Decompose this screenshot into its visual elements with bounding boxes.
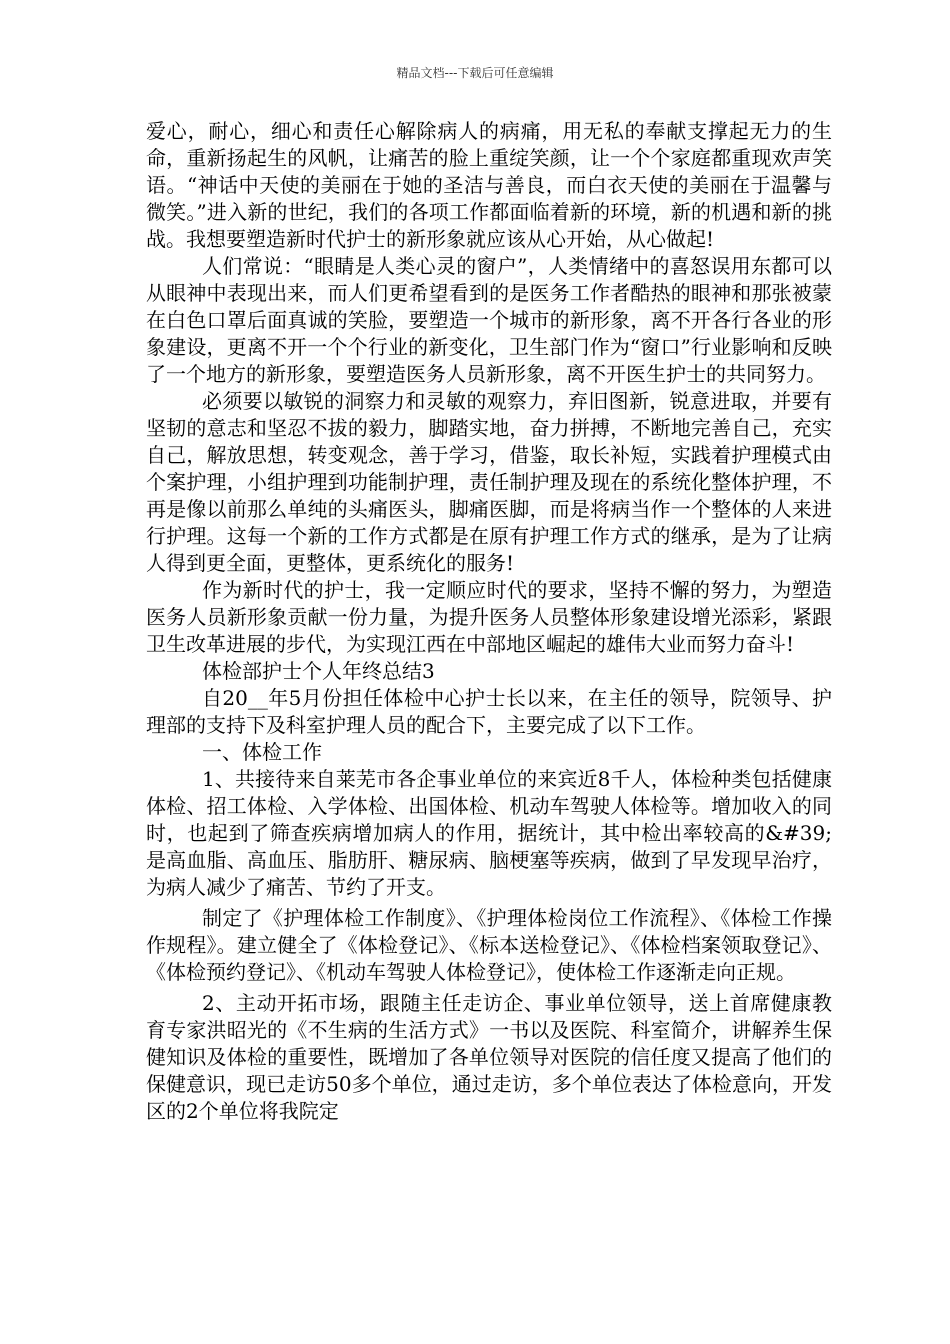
page-header: 精品文档---下载后可任意编辑 [396,66,554,80]
paragraph: 1、共接待来自莱芜市各企事业单位的来宾近8千人，体检种类包括健康体检、招工体检、入学体检、出国体检、机动车驾驶人体检等。增加收入的同时，也起到了筛查疾病增加病人的作用，据统计，其中检出率较高的&#39;是高血脂、高血压、脂肪肝、糖尿病、脑梗塞等疾病，做到了早发现早治疗，为病人减少了痛苦、节约了开支。 [146,767,832,899]
paragraph: 爱心，耐心，细心和责任心解除病人的病痛，用无私的奉献支撑起无力的生命，重新扬起生的风帆，让痛苦的脸上重绽笑颜，让一个个家庭都重现欢声笑语。“神话中天使的美丽在于她的圣洁与善良，而白衣天使的美丽在于温馨与微笑。”进入新的世纪，我们的各项工作都面临着新的环境，新的机遇和新的挑战。我想要塑造新时代护士的新形象就应该从心开始，从心做起! [146,119,832,251]
paragraph: 2、主动开拓市场，跟随主任走访企、事业单位领导，送上首席健康教育专家洪昭光的《不生病的生活方式》一书以及医院、科室简介，讲解养生保健知识及体检的重要性，既增加了各单位领导对医院的信任度又提高了他们的保健意识，现已走访50多个单位，通过走访，多个单位表达了体检意向，开发区的2个单位将我院定 [146,991,832,1123]
section-heading: 一、体检工作 [202,740,322,764]
paragraph: 制定了《护理体检工作制度》、《护理体检岗位工作流程》、《体检工作操作规程》。建立健全了《体检登记》、《标本送检登记》、《体检档案领取登记》、《体检预约登记》、《机动车驾驶人体检登记》，使体检工作逐渐走向正规。 [146,906,832,984]
paragraph: 必须要以敏锐的洞察力和灵敏的观察力，弃旧图新，锐意进取，并要有坚韧的意志和坚忍不拔的毅力，脚踏实地，奋力拼搏，不断地完善自己，充实自己，解放思想，转变观念，善于学习，借鉴，取长补短，实践着护理模式由个案护理，小组护理到功能制护理，责任制护理及现在的系统化整体护理，不再是像以前那么单纯的头痛医头，脚痛医脚，而是将病当作一个整体的人来进行护理。这每一个新的工作方式都是在原有护理工作方式的继承，是为了让病人得到更全面，更整体，更系统化的服务! [146,389,832,575]
paragraph: 自20__年5月份担任体检中心护士长以来，在主任的领导，院领导、护理部的支持下及科室护理人员的配合下，主要完成了以下工作。 [146,686,832,737]
document-body [146,118,832,1125]
paragraph: 人们常说：“眼睛是人类心灵的窗户”，人类情绪中的喜怒误用东都可以从眼神中表现出来，而人们更希望看到的是医务工作者酷热的眼神和那张被蒙在白色口罩后面真诚的笑脸，要塑造一个城市的新形象，离不开各行各业的形象建设，更离不开一个个行业的新变化，卫生部门作为“窗口”行业影响和反映了一个地方的新形象，要塑造医务人员新形象，离不开医生护士的共同努力。 [146,254,832,386]
section-title: 体检部护士个人年终总结3 [202,659,435,683]
paragraph: 作为新时代的护士，我一定顺应时代的要求，坚持不懈的努力，为塑造医务人员新形象贡献一份力量，为提升医务人员整体形象建设增光添彩，紧跟卫生改革进展的步代，为实现江西在中部地区崛起的雄伟大业而努力奋斗! [146,578,832,656]
